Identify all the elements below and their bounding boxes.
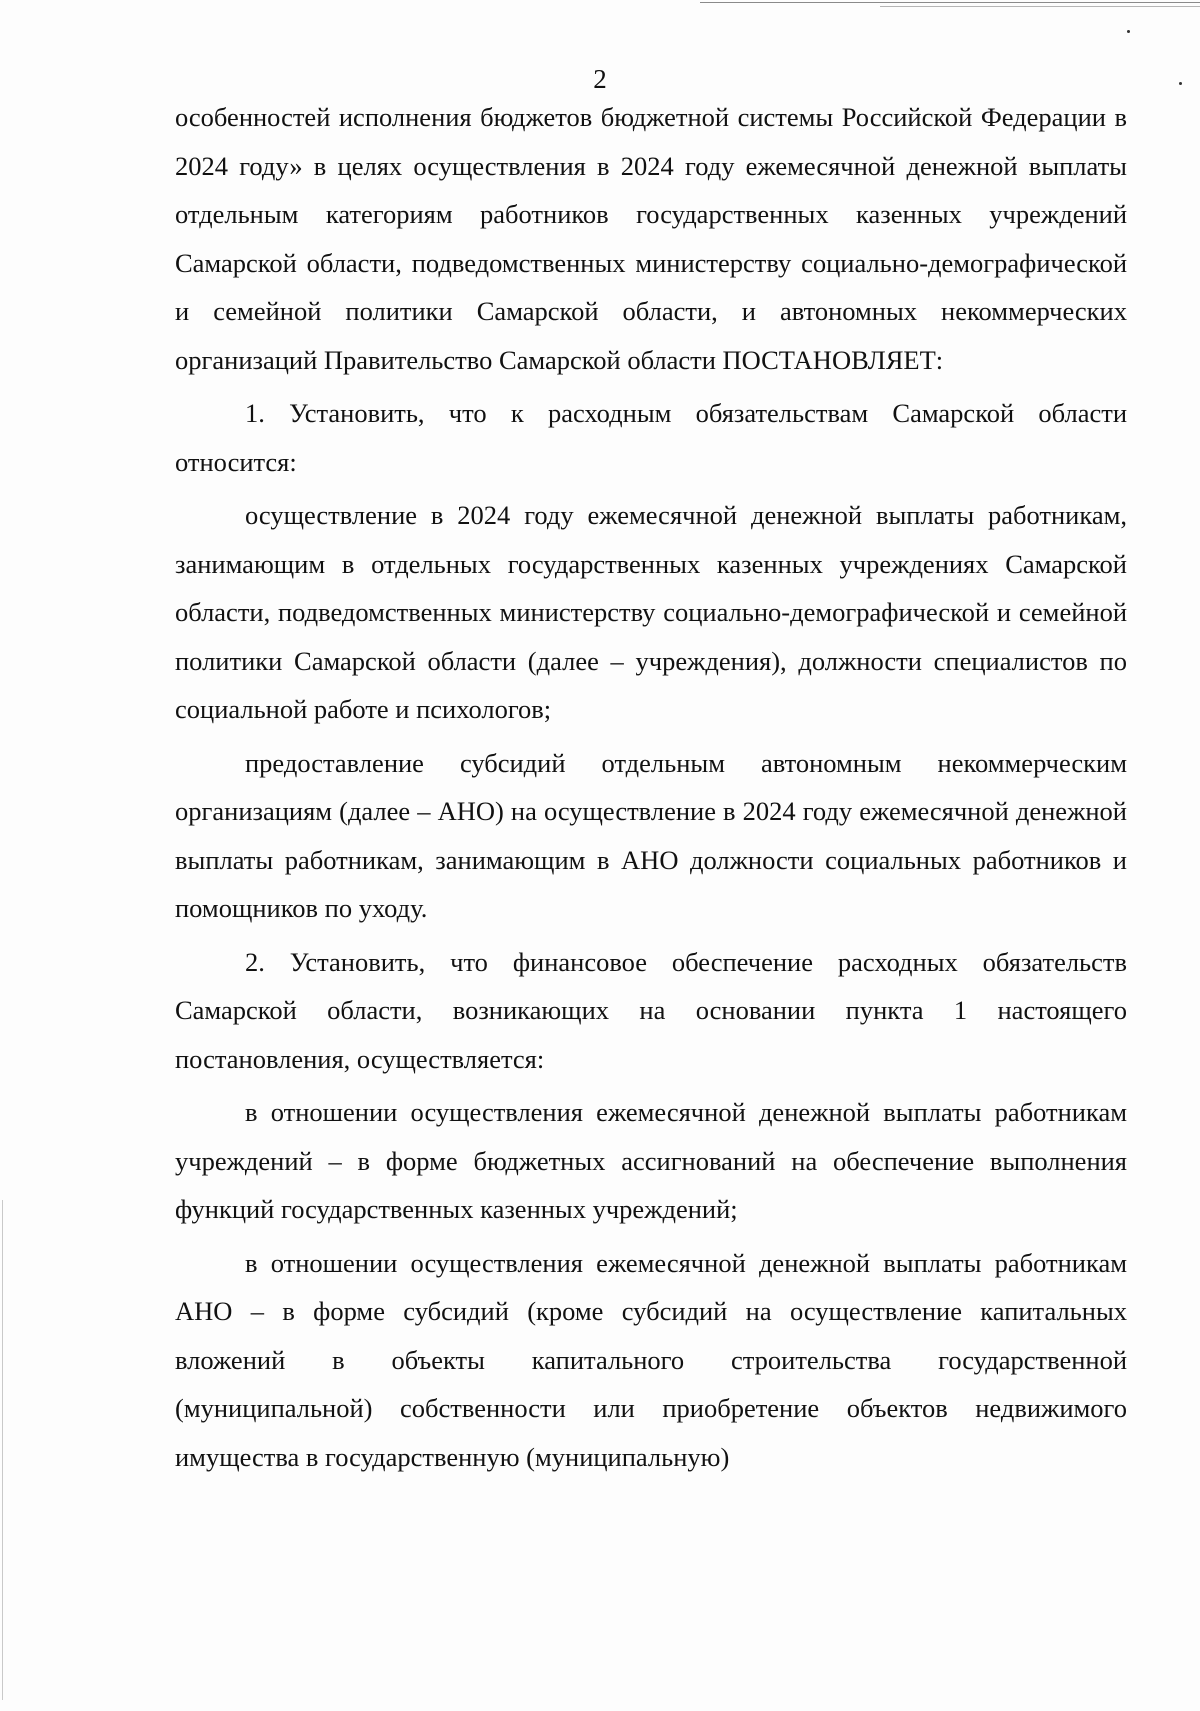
paragraph-item-2: 2. Установить, что финансовое обеспечение расходных обязательств Самарской области, возникающих на основании пункта 1 настоящего постановления, осуществляется: xyxy=(175,946,1127,1074)
paragraph-item-1-sub-1: осуществление в 2024 году ежемесячной денежной выплаты работникам, занимающим в отдельных государственных казенных учреждениях Самарской области, подведомственных министерству социально-демографической и семейной политики Самарской области (далее – учреждения), должности специалистов по социальной работе и психологов; xyxy=(175,500,1127,724)
paragraph-item-1-sub-2: предоставление субсидий отдельным автономным некоммерческим организациям (далее – АНО) на осуществление в 2024 году ежемесячной денежной выплаты работникам, занимающим в АНО должности социальных работников и помощников по уходу. xyxy=(175,747,1127,923)
paragraph-item-1: 1. Установить, что к расходным обязательствам Самарской области относится: xyxy=(175,398,1127,477)
scan-border-left xyxy=(2,1200,3,1700)
document-body xyxy=(175,93,1127,1481)
scan-border-top-secondary xyxy=(880,6,1200,7)
scan-speck xyxy=(1127,30,1130,33)
paragraph-preamble: особенностей исполнения бюджетов бюджетной системы Российской Федерации в 2024 году» в целях осуществления в 2024 году ежемесячной денежной выплаты отдельным категориям работников государственных казенных учреждений Самарской области, подведомственных министерству социально-демографической и семейной политики Самарской области, и автономных некоммерческих организаций Правительство Самарской области ПОСТАНОВЛЯЕТ: xyxy=(175,102,1127,375)
paragraph-item-2-sub-1: в отношении осуществления ежемесячной денежной выплаты работникам учреждений – в форме бюджетных ассигнований на обеспечение выполнения функций государственных казенных учреждений; xyxy=(175,1097,1127,1224)
paragraph-item-2-sub-2: в отношении осуществления ежемесячной денежной выплаты работникам АНО – в форме субсидий (кроме субсидий на осуществление капитальных вложений в объекты капитального строительства государственной (муниципальной) собственности или приобретение объектов недвижимого имущества в государственную (муниципальную) xyxy=(175,1247,1127,1472)
scan-border-top xyxy=(700,2,1200,3)
page-number: 2 xyxy=(593,64,607,94)
